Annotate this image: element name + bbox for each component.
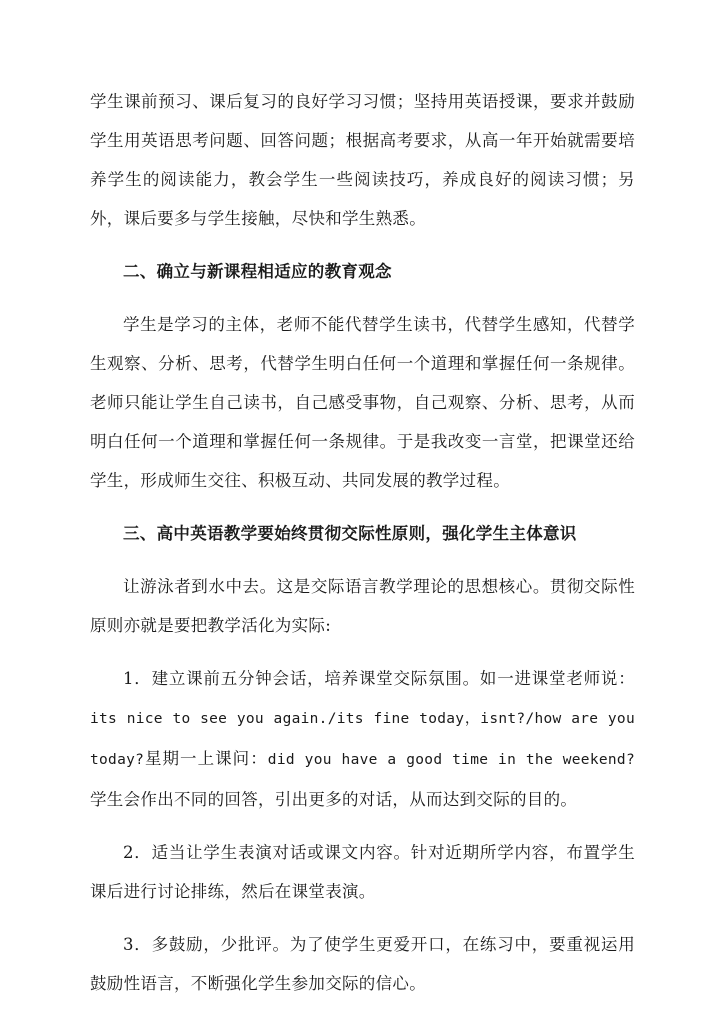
section-heading-2: 二、确立与新课程相适应的教育观念 [123,262,392,281]
list-item-1-english-greeting: its nice to see you again./its fine today，isnt?/how are you today? [90,711,635,768]
list-item-1-intro: 1．建立课前五分钟会话，培养课堂交际氛围。如一进课堂老师说： [123,669,635,688]
paragraph-section-3: 让游泳者到水中去。这是交际语言教学理论的思想核心。贯彻交际性原则亦就是要把教学活化为实际: [90,577,635,635]
list-item-2: 2．适当让学生表演对话或课文内容。针对近期所学内容，布置学生课后进行讨论排练，然后在课堂表演。 [90,843,635,901]
section-heading-3: 三、高中英语教学要始终贯彻交际性原则，强化学生主体意识 [123,524,577,543]
document-body [90,82,635,1003]
list-item-1 [90,659,635,819]
paragraph-intro-continued: 学生课前预习、课后复习的良好学习习惯；坚持用英语授课，要求并鼓励学生用英语思考问题、回答问题；根据高考要求，从高一年开始就需要培养学生的阅读能力，教会学生一些阅读技巧，养成良好的阅读习惯；另外，课后要多与学生接触，尽快和学生熟悉。 [90,92,635,228]
list-item-1-outcome: 学生会作出不同的回答，引出更多的对话，从而达到交际的目的。 [90,790,578,809]
list-item-3: 3．多鼓励，少批评。为了使学生更爱开口，在练习中，要重视运用鼓励性语言，不断强化学生参加交际的信心。 [90,935,635,993]
list-item-1-english-question: did you have a good time in the weekend? [267,752,635,768]
list-item-1-monday: 星期一上课问： [144,749,268,768]
paragraph-section-2: 学生是学习的主体，老师不能代替学生读书，代替学生感知，代替学生观察、分析、思考，代替学生明白任何一个道理和掌握任何一条规律。老师只能让学生自己读书，自己感受事物，自己观察、分析、思考，从而明白任何一个道理和掌握任何一条规律。于是我改变一言堂，把课堂还给学生，形成师生交往、积极互动、共同发展的教学过程。 [90,315,635,490]
